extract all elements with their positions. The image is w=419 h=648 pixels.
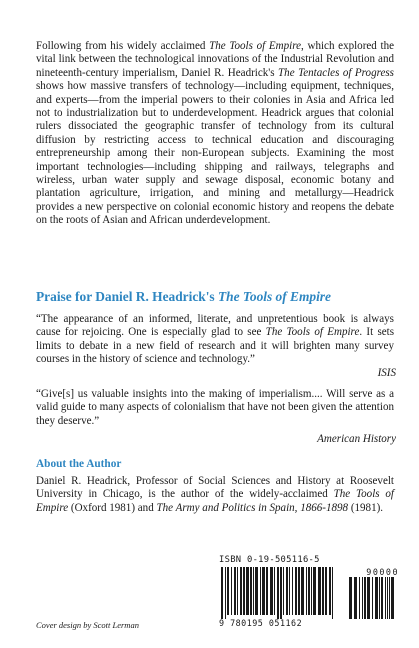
barcode-bar (277, 567, 279, 619)
bio-book-title: The Tools of Empire (36, 488, 395, 514)
author-bio (36, 475, 394, 515)
review-quote-american-history: “Give[s] us valuable insights into the making of imperialism.... Will serve as a valid guide to many aspects of colonialism that have not been given the attention they deserve.” (36, 388, 394, 427)
barcode-bar (301, 567, 304, 615)
barcode-bar (367, 577, 370, 619)
isbn-barcode (219, 555, 399, 629)
barcode-bar (359, 577, 360, 619)
barcode-bar (372, 577, 373, 619)
barcode-bar (349, 577, 352, 619)
book-title-tools-of-empire: The Tools of Empire (209, 40, 302, 52)
description-text: , which explored the vital link between the technological innovations of the Industrial Revolution and nineteenth-century imperialism, Daniel R. Headrick's (36, 40, 395, 79)
barcode-bar (391, 577, 394, 619)
isbn-number: ISBN 0-19-505116-5 (219, 555, 320, 565)
description-text: Following from his widely acclaimed (36, 40, 210, 52)
barcode-bar (375, 577, 378, 619)
barcode-bar (364, 577, 366, 619)
barcode-bar (262, 567, 265, 615)
praise-heading-book: The Tools of Empire (218, 289, 331, 304)
barcode-bar (311, 567, 312, 615)
barcode-bar (286, 567, 288, 615)
barcode-bar (266, 567, 268, 615)
barcode-bar (280, 567, 282, 619)
barcode-bar (298, 567, 300, 615)
credit-label: Cover design by (36, 620, 94, 630)
review-source-isis: ISIS (377, 367, 396, 379)
ean-barcode-bars (219, 567, 337, 619)
barcode-bar (250, 567, 252, 615)
barcode-bar (385, 577, 386, 619)
barcode-bar (325, 567, 327, 615)
barcode-bar (379, 577, 380, 619)
barcode-bar (362, 577, 363, 619)
barcode-bar (306, 567, 307, 615)
quote-text: “The appearance of an informed, literate, and unpretentious book is always cause for rejoicing. One is especially glad to see (36, 313, 394, 339)
praise-heading-text: Praise for Daniel R. Headrick's (36, 289, 218, 304)
price-barcode-bars (347, 577, 399, 623)
ean-digits: 9 780195 051162 (219, 618, 303, 628)
barcode-bar (381, 577, 383, 619)
book-description (36, 40, 394, 228)
barcode-bar (240, 567, 242, 615)
barcode-bar (237, 567, 238, 615)
barcode-bar (231, 567, 232, 615)
quote-text: . It sets limits to debate in a new field of research and it will brighten many survey courses in the history of science and technology.” (36, 326, 395, 366)
bio-text: (1981). (348, 501, 384, 514)
quote-book-title: The Tools of Empire (265, 326, 360, 339)
barcode-bar (313, 567, 316, 615)
bio-book-title: The Army and Politics in Spain, 1866-1898 (156, 501, 349, 514)
barcode-bar (227, 567, 229, 615)
barcode-bar (387, 577, 388, 619)
barcode-bar (322, 567, 324, 615)
barcode-bar (225, 567, 226, 619)
about-author-heading: About the Author (36, 458, 122, 470)
barcode-bar (246, 567, 249, 615)
bio-text: Daniel R. Headrick, Professor of Social Sciences and History at Roosevelt University in Chicago, is the author of the widely-acclaimed (36, 475, 394, 501)
barcode-bar (332, 567, 333, 619)
barcode-bar (318, 567, 321, 615)
barcode-bar (292, 567, 293, 615)
barcode-bar (283, 567, 284, 615)
barcode-bar (270, 567, 273, 615)
barcode-bar (234, 567, 236, 615)
cover-design-credit (36, 620, 139, 630)
barcode-bar (289, 567, 290, 615)
barcode-bar (295, 567, 297, 615)
barcode-bar (308, 567, 310, 615)
barcode-bar (253, 567, 254, 615)
price-code: 90000 (366, 567, 399, 577)
review-source-american-history: American History (317, 433, 396, 445)
barcode-bar (255, 567, 258, 615)
barcode-bar (274, 567, 275, 615)
barcode-bar (243, 567, 245, 615)
book-title-tentacles-of-progress: The Tentacles of Progress (278, 66, 394, 79)
description-text: shows how massive transfers of technology—including equipment, techniques, and experts—from the imperial powers to their colonies in Asia and Africa led not to industrialization but to underdevelopment. Headrick argues that colonial rulers dissociated the geographic transfer of technology from its cultural diffusion by restricting access to technical education and discouraging entrepreneurship among their non-European subjects. Examining the most important technologies—including shipping and railways, telegraphs and wireless, urban water supply and sewage disposal, economic botany and plantation agriculture, irrigation, and mining and metallurgy—Headrick provides a new perspective on colonial economic history and reopens the debate on the roots of Asian and African underdevelopment. (36, 80, 394, 227)
praise-heading (36, 289, 396, 305)
bio-text: (Oxford 1981) and (68, 501, 157, 514)
barcode-bar (329, 567, 331, 615)
barcode-bar (260, 567, 261, 615)
designer-name: Scott Lerman (93, 620, 139, 630)
review-quote-isis (36, 313, 394, 367)
barcode-bar (354, 577, 357, 619)
barcode-bar (221, 567, 223, 619)
barcode-bar (389, 577, 390, 619)
